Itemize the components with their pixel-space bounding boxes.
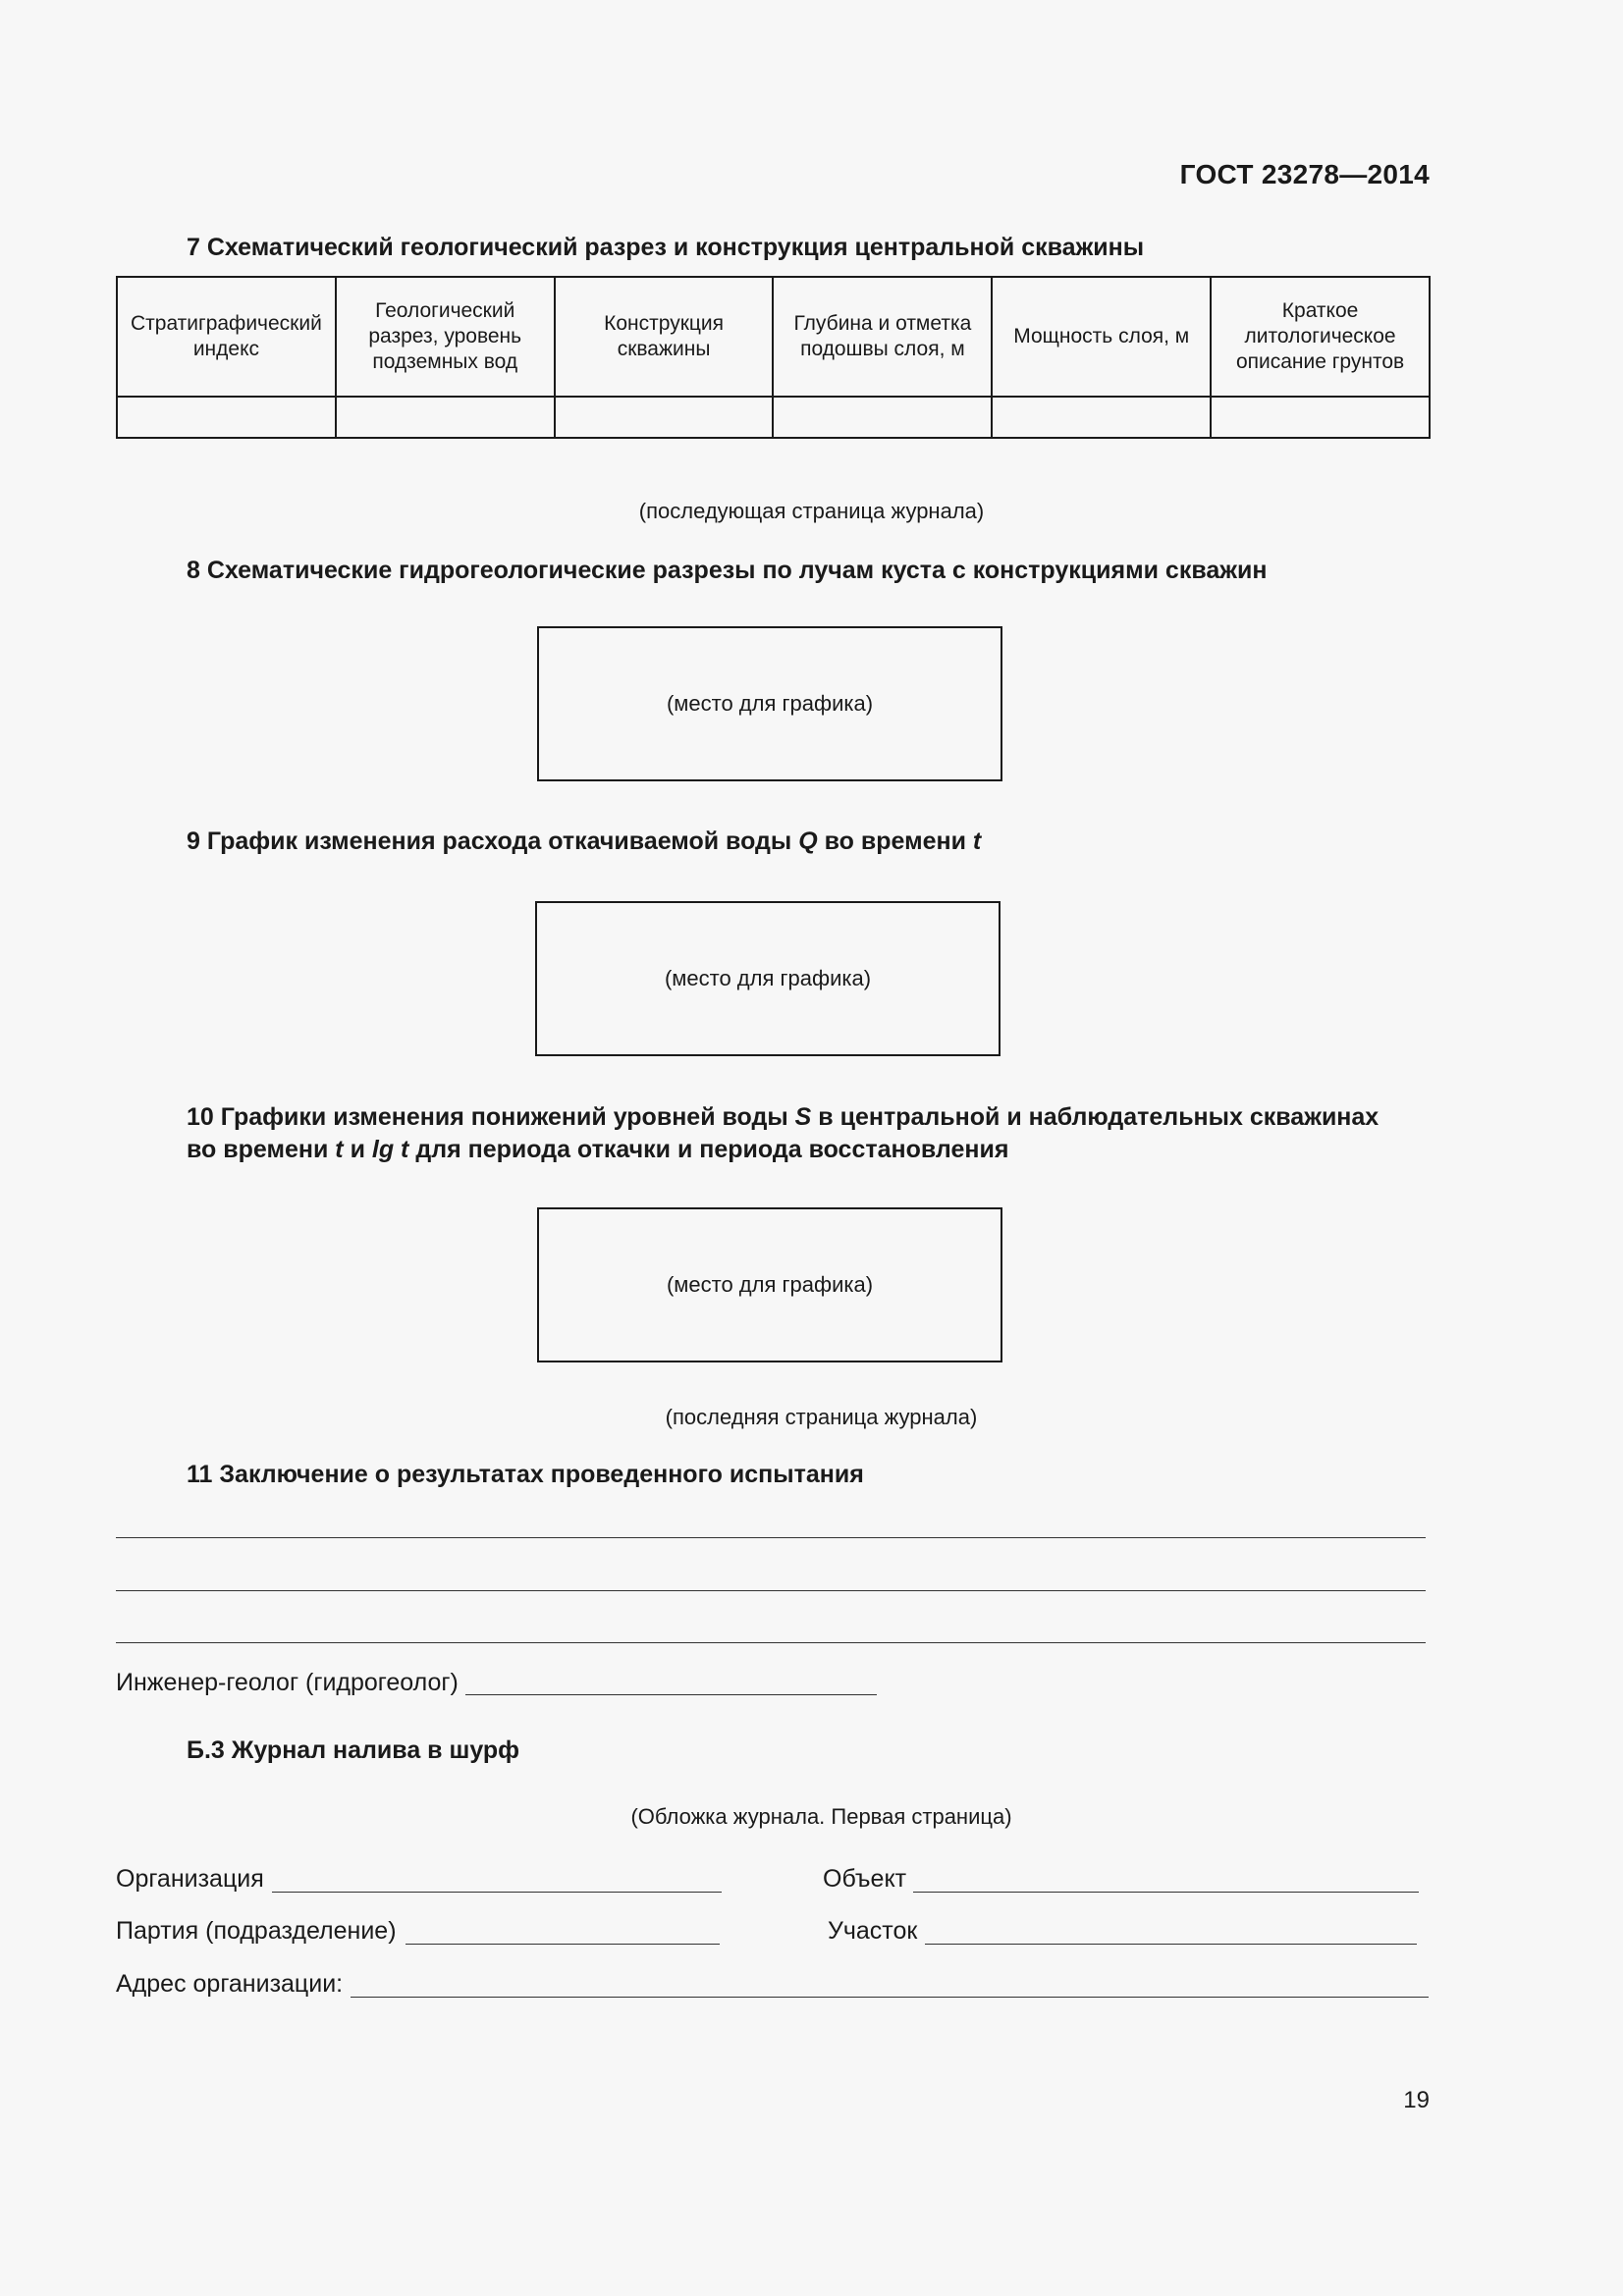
page-number: 19 [1403, 2087, 1430, 2113]
engineer-label: Инженер-геолог (гидрогеолог) [116, 1669, 459, 1696]
party-line[interactable] [406, 1944, 720, 1945]
table-header-row [117, 277, 1430, 397]
document-code: ГОСТ 23278—2014 [1179, 159, 1430, 189]
conclusion-line-3[interactable] [116, 1642, 1426, 1643]
table-cell[interactable] [555, 397, 774, 438]
conclusion-line-1[interactable] [116, 1537, 1426, 1538]
column-header: Мощность слоя, м [992, 277, 1211, 397]
section-7-title: 7 Схематический геологический разрез и конструкция центральной скважины [187, 234, 1145, 261]
table-cell[interactable] [336, 397, 555, 438]
stratigraphy-table [116, 276, 1431, 439]
section-10-line-2 [187, 1134, 1379, 1166]
table-cell[interactable] [117, 397, 336, 438]
column-header: Стратиграфический индекс [117, 277, 336, 397]
organization-line[interactable] [272, 1892, 722, 1893]
table-cell[interactable] [1211, 397, 1430, 438]
section-10-text: в центральной и наблюдательных скважинах [811, 1103, 1380, 1131]
table-cell[interactable] [773, 397, 992, 438]
object-label: Объект [823, 1865, 907, 1893]
graph-placeholder-label: (место для графика) [666, 691, 874, 716]
section-11-title: 11 Заключение о результатах проведенного испытания [187, 1461, 864, 1488]
table-row [117, 397, 1430, 438]
graph-placeholder-10 [537, 1207, 1002, 1362]
section-10-line-1 [187, 1101, 1379, 1134]
engineer-signature-line[interactable] [465, 1694, 877, 1695]
graph-placeholder-8 [537, 626, 1002, 781]
table-cell[interactable] [992, 397, 1211, 438]
section-9-title [187, 826, 981, 858]
site-label: Участок [828, 1917, 918, 1945]
object-line[interactable] [913, 1892, 1419, 1893]
site-line[interactable] [925, 1944, 1417, 1945]
variable-t: t [394, 1136, 409, 1163]
conclusion-line-2[interactable] [116, 1590, 1426, 1591]
party-label: Партия (подразделение) [116, 1917, 397, 1945]
section-10-text: 10 Графики изменения понижений уровней воды [187, 1103, 795, 1131]
column-header: Глубина и отметка подошвы слоя, м [773, 277, 992, 397]
section-b3-title: Б.3 Журнал налива в шурф [187, 1736, 520, 1764]
variable-q: Q [798, 828, 818, 855]
last-page-note: (последняя страница журнала) [665, 1405, 978, 1429]
address-label: Адрес организации: [116, 1970, 344, 1998]
section-10-text: во времени [187, 1136, 336, 1163]
column-header: Конструкция скважины [555, 277, 774, 397]
variable-t: t [335, 1136, 344, 1163]
organization-label: Организация [116, 1865, 264, 1893]
column-header: Геологический разрез, уровень подземных вод [336, 277, 555, 397]
address-line[interactable] [351, 1997, 1429, 1998]
graph-placeholder-label: (место для графика) [666, 1272, 874, 1297]
section-9-title-text: 9 График изменения расхода откачиваемой воды [187, 828, 799, 855]
graph-placeholder-9 [535, 901, 1001, 1056]
next-page-note: (последующая страница журнала) [638, 499, 985, 523]
variable-t: t [972, 828, 982, 855]
section-10-text: для периода откачки и периода восстановления [408, 1136, 1009, 1163]
cover-note: (Обложка журнала. Первая страница) [630, 1804, 1012, 1829]
column-header: Краткое литологическое описание грунтов [1211, 277, 1430, 397]
variable-lg: lg [371, 1136, 395, 1163]
section-9-title-text: во времени [817, 828, 973, 855]
section-10-text: и [343, 1136, 372, 1163]
section-10-title [187, 1101, 1379, 1166]
graph-placeholder-label: (место для графика) [664, 966, 872, 990]
variable-s: S [794, 1103, 812, 1131]
section-8-title: 8 Схематические гидрогеологические разрезы по лучам куста с конструкциями скважин [187, 557, 1268, 584]
